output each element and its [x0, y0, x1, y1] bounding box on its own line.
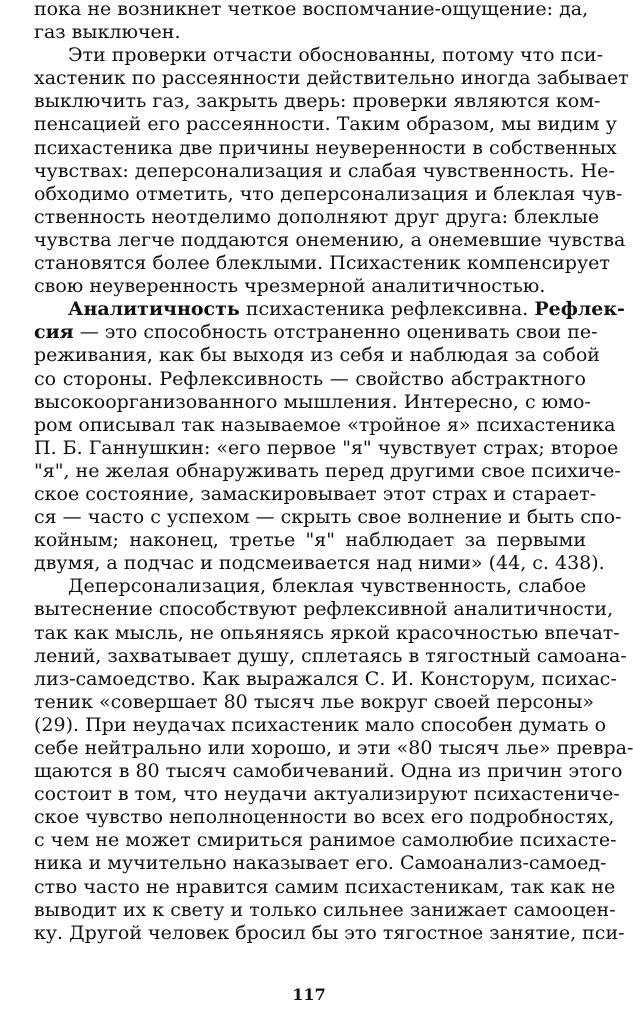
text-line	[34, 205, 600, 229]
line-text: ственность неотделимо дополняют друг друга: блеклые	[34, 205, 600, 228]
text-line	[34, 275, 586, 298]
line-text: выключить газ, закрыть дверь: проверки являются ком-	[34, 90, 601, 113]
text-line	[34, 621, 620, 645]
line-text: лений, захватывает душу, сплетаясь в тягостный самоана-	[34, 644, 627, 667]
line-text: двумя, а подчас и подсмеивается над ними» (44, с. 438).	[34, 552, 605, 575]
text-line	[34, 575, 586, 598]
line-text: П. Б. Ганнушкин: «его первое "я" чувствует страх; второе	[34, 436, 619, 459]
bold-term: Аналитичность	[68, 298, 240, 321]
line-text: ку. Другой человек бросил бы это тягостное занятие, пси-	[34, 921, 625, 944]
line-text: высокоорганизованного мышления. Интересно, с юмо-	[34, 390, 591, 413]
line-text: пока не возникнет четкое воспомчание-ощущение: да,	[34, 0, 589, 20]
text-line	[34, 482, 597, 506]
text-line	[34, 136, 617, 160]
line-text: хастеник по рассеянности действительно иногда забывает	[34, 67, 629, 90]
text-line	[34, 898, 616, 922]
line-text: чувствах: деперсонализация и слабая чувственность. Не-	[34, 159, 615, 182]
line-text: выводит их к свету и только сильнее занижает самооцен-	[34, 898, 616, 921]
text-line	[34, 690, 594, 714]
line-text: со стороны. Рефлексивность — свойство абстрактного	[34, 367, 586, 390]
text-line	[34, 182, 623, 206]
line-text: себе нейтрально или хорошо, и эти «80 тысяч лье» превра-	[34, 737, 633, 759]
text-line	[34, 459, 621, 483]
line-text: — это способность отстраненно оценивать свои пе-	[73, 321, 598, 344]
text-line	[34, 252, 610, 275]
text-line	[34, 829, 617, 852]
line-text: Эти проверки отчасти обоснованны, потому что пси-	[68, 44, 603, 67]
line-text: ника и мучительно наказывает его. Самоанализ-самоед-	[34, 852, 607, 875]
line-text: "я", не желая обнаруживать перед другими свое психиче-	[34, 459, 621, 482]
line-text: обходимо отметить, что деперсонализация и блеклая чув-	[34, 182, 623, 205]
line-text: реживания, как бы выходя из себя и наблюдая за собой	[34, 344, 600, 367]
body-text	[34, 0, 633, 945]
line-text: так как мысль, не опьяняясь яркой красочностью впечат-	[34, 621, 620, 644]
text-line	[34, 760, 623, 783]
text-line	[34, 667, 617, 691]
line-text: ся — часто с успехом — скрыть свое волнение и быть спо-	[34, 506, 622, 529]
line-text: щаются в 80 тысяч самобичеваний. Одна из причин этого	[34, 760, 623, 783]
text-line	[34, 390, 591, 414]
line-text: теник «совершает 80 тысяч лье вокруг своей персоны»	[34, 690, 594, 713]
text-line	[34, 598, 614, 621]
line-text: ство часто не нравится самим психастеникам, так как не	[34, 875, 616, 898]
line-text: койным; наконец, третье "я" наблюдает за первыми	[34, 529, 586, 552]
text-line	[34, 529, 586, 552]
line-text: психастеника две причины неуверенности в собственных	[34, 136, 617, 159]
line-text: состоит в том, что неудачи актуализируют психастениче-	[34, 783, 620, 806]
text-line	[34, 921, 625, 945]
line-text: вытеснение способствуют рефлексивной аналитичности,	[34, 598, 614, 621]
bold-term: сия	[34, 321, 74, 344]
text-line	[34, 321, 598, 344]
text-line	[34, 90, 601, 113]
text-line	[34, 713, 607, 737]
text-line	[34, 368, 586, 391]
text-line	[34, 344, 600, 367]
line-text: психастеника рефлексивна.	[239, 298, 535, 321]
line-text: становятся более блеклыми. Психастеник компенсирует	[34, 252, 610, 275]
text-line	[34, 875, 616, 899]
line-text: ское чувство неполноценности во всех его подробностях,	[34, 806, 615, 829]
text-line	[34, 113, 617, 136]
line-text: свою неуверенность чрезмерной аналитичностью.	[34, 275, 546, 298]
text-line	[34, 783, 620, 806]
text-line	[34, 644, 627, 668]
text-line	[34, 413, 616, 437]
text-line	[34, 806, 615, 829]
line-text: с чем не может смириться ранимое самолюбие психасте-	[34, 829, 617, 852]
text-line	[34, 21, 586, 44]
text-line	[34, 0, 589, 21]
text-line	[34, 67, 629, 90]
bold-term: Рефлек-	[534, 298, 625, 321]
line-text: ское состояние, замаскировывает этот страх и старает-	[34, 482, 597, 505]
line-text: ром описывал так называемое «тройное я» психастеника	[34, 413, 616, 436]
text-line	[34, 436, 619, 460]
line-text: Деперсонализация, блеклая чувственность, слабое	[68, 575, 587, 598]
page-number: 117	[292, 985, 326, 1004]
line-text: (29). При неудачах психастеник мало способен думать о	[34, 713, 607, 736]
line-text: пенсацией его рассеянности. Таким образом, мы видим у	[34, 113, 617, 136]
line-text: лиз-самоедство. Как выражался С. И. Консторум, психас-	[34, 667, 617, 690]
text-line	[34, 852, 607, 875]
line-text: газ выключен.	[34, 21, 181, 44]
text-line	[34, 159, 615, 183]
text-line	[34, 506, 622, 529]
line-text: чувства легче поддаются онемению, а онемевшие чувства	[34, 228, 626, 251]
text-line	[34, 552, 605, 575]
text-line	[34, 44, 603, 67]
text-line	[34, 298, 625, 321]
text-line	[34, 228, 626, 252]
text-line	[34, 737, 633, 760]
